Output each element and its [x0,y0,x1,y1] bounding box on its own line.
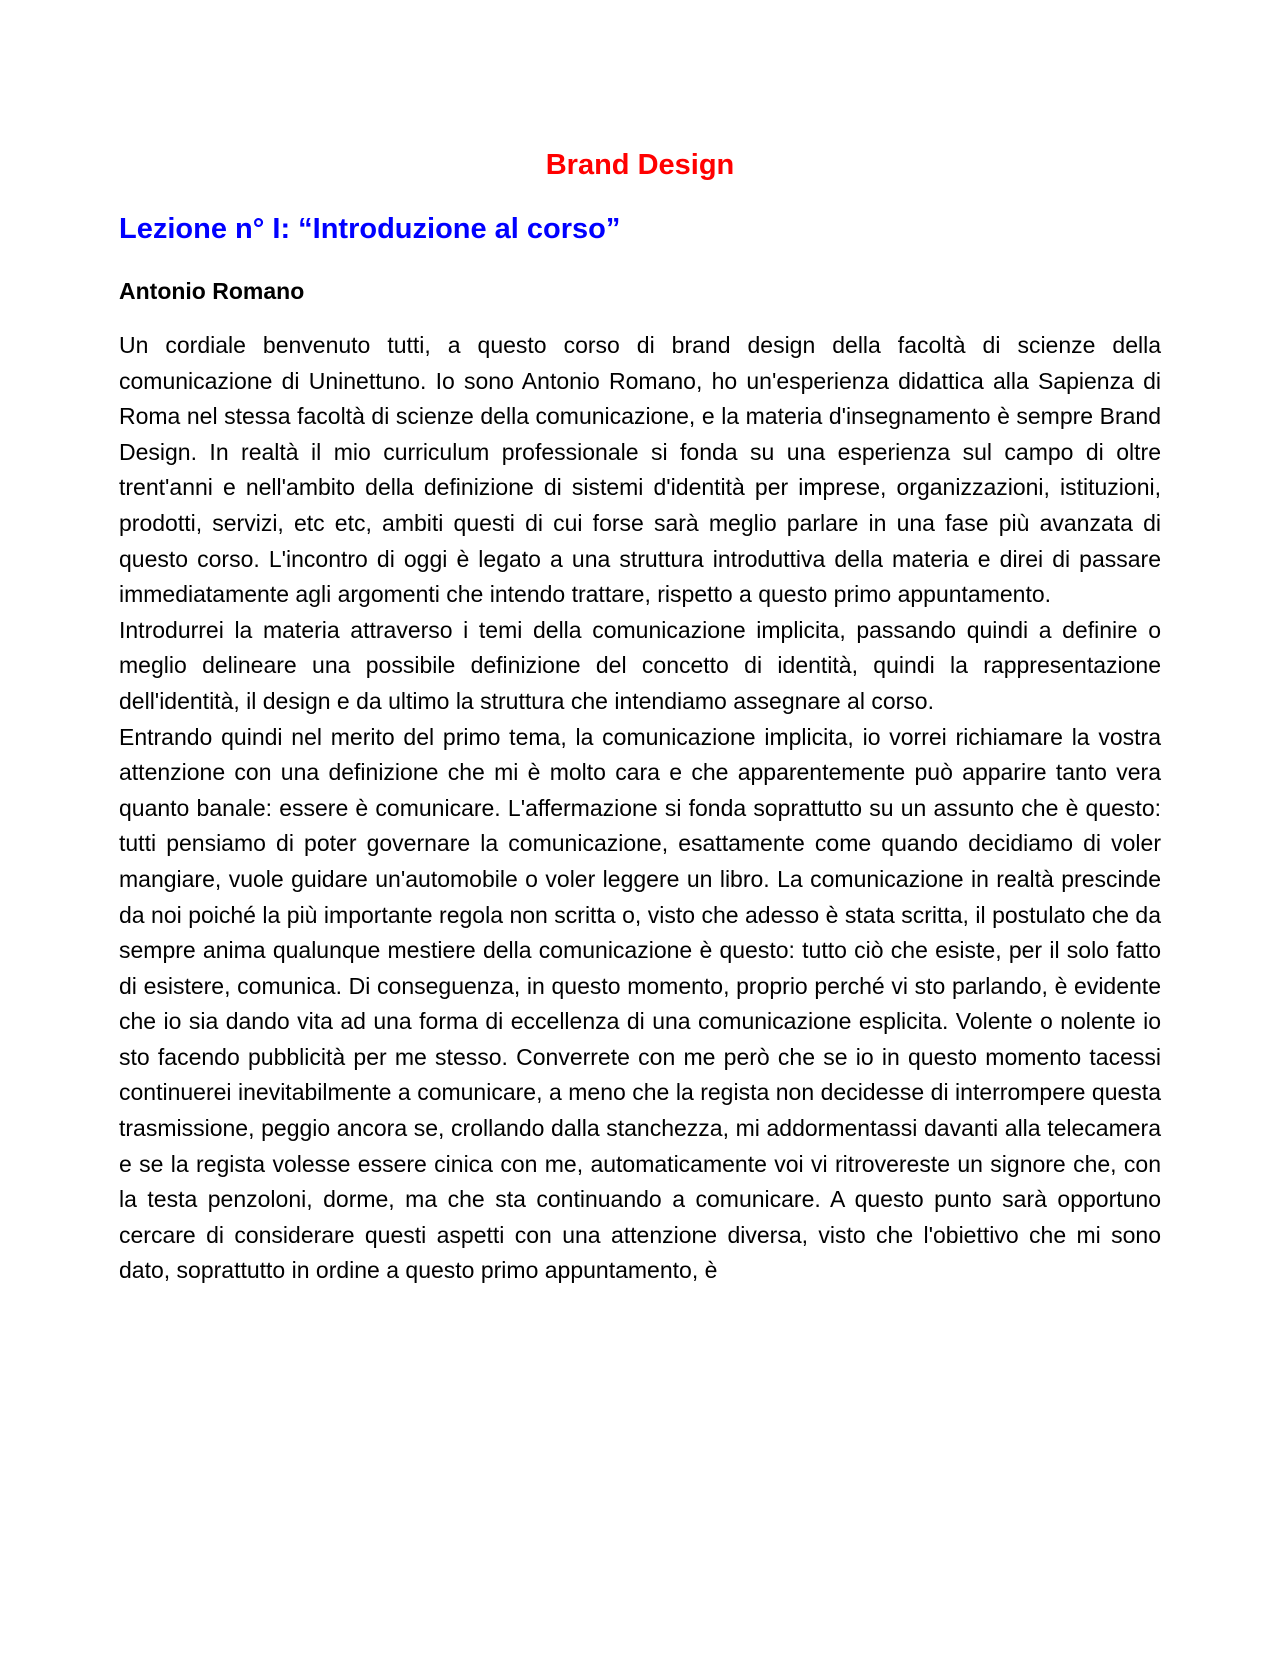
lesson-title: Lezione n° I: “Introduzione al corso” [119,213,621,245]
body-paragraph: Introdurrei la materia attraverso i temi della comunicazione implicita, passando quindi a definire o meglio delineare una possibile definizione del concetto di identità, quindi la rappresentazione dell'identità, il design e da ultimo la struttura che intendiamo assegnare al corso. [119,616,1161,714]
document-body [119,328,1161,1289]
body-paragraph: Entrando quindi nel merito del primo tema, la comunicazione implicita, io vorrei richiamare la vostra attenzione con una definizione che mi è molto cara e che apparentemente può apparire tanto vera quanto banale: essere è comunicare. L'affermazione si fonda soprattutto su un assunto che è questo: tutti pensiamo di poter governare la comunicazione, esattamente come quando decidiamo di voler mangiare, vuole guidare un'automobile o voler leggere un libro. La comunicazione in realtà prescinde da noi poiché la più importante regola non scritta o, visto che adesso è stata scritta, il postulato che da sempre anima qualunque mestiere della comunicazione è questo: tutto ciò che esiste, per il solo fatto di esistere, comunica. Di conseguenza, in questo momento, proprio perché vi sto parlando, è evidente che io sia dando vita ad una forma di eccellenza di una comunicazione esplicita. Volente o nolente io sto facendo pubblicità per me stesso. Converrete con me però che se io in questo momento tacessi continuerei inevitabilmente a comunicare, a meno che la regista non decidesse di interrompere questa trasmissione, peggio ancora se, crollando dalla stanchezza, mi addormentassi davanti alla telecamera e se la regista volesse essere cinica con me, automaticamente voi vi ritrovereste un signore che, con la testa penzoloni, dorme, ma che sta continuando a comunicare. A questo punto sarà opportuno cercare di considerare questi aspetti con una attenzione diversa, visto che l'obiettivo che mi sono dato, soprattutto in ordine a questo primo appuntamento, è [119,723,1161,1284]
document-title: Brand Design [545,149,735,181]
body-paragraph: Un cordiale benvenuto tutti, a questo corso di brand design della facoltà di scienze della comunicazione di Uninettuno. Io sono Antonio Romano, ho un'esperienza didattica alla Sapienza di Roma nel stessa facoltà di scienze della comunicazione, e la materia d'insegnamento è sempre Brand Design. In realtà il mio curriculum professionale si fonda su una esperienza sul campo di oltre trent'anni e nell'ambito della definizione di sistemi d'identità per imprese, organizzazioni, istituzioni, prodotti, servizi, etc etc, ambiti questi di cui forse sarà meglio parlare in una fase più avanzata di questo corso. L'incontro di oggi è legato a una struttura introduttiva della materia e direi di passare immediatamente agli argomenti che intendo trattare, rispetto a questo primo appuntamento. [119,332,1161,608]
author-name: Antonio Romano [119,278,305,304]
